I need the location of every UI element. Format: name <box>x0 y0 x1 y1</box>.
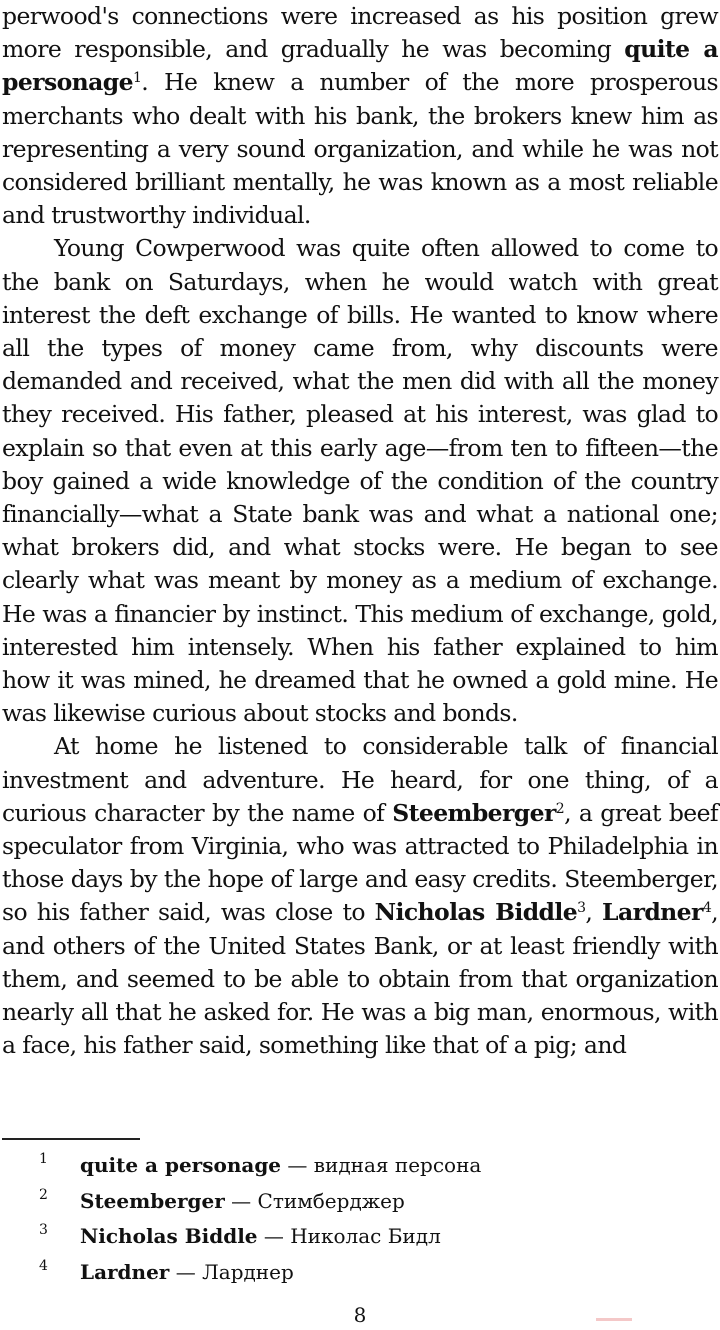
footnote-ref: 1 <box>132 70 142 87</box>
footnote <box>0 1255 720 1291</box>
footnote-translation: видная персона <box>313 1153 482 1177</box>
footnote-ref: 3 <box>577 900 586 917</box>
footnote <box>0 1184 720 1220</box>
footnote-dash: — <box>263 1224 284 1248</box>
footnote-dash: — <box>287 1153 308 1177</box>
text-run: At home he listened to considerable talk of financial investment and adventure. He heard, for one thing, of a curious character by the name of <box>2 732 718 827</box>
footnote-term: Lardner <box>80 1259 170 1284</box>
glossed-term: Lardner <box>602 898 703 927</box>
footnote-term: quite a personage <box>80 1153 282 1177</box>
footnote-translation: Стимберджер <box>257 1188 405 1213</box>
text-run: , a great beef speculator from Virginia, who was attracted to Philadelphia in those days by the hope of large and easy credits. Steemberger, so his father said, was close to <box>2 798 719 927</box>
footnote-ref: 2 <box>555 800 565 817</box>
text-run: perwood's connections were increased as his position grew more responsible, and gradually he was becoming <box>2 2 718 64</box>
scan-mark <box>596 1318 632 1321</box>
footnote-ref: 4 <box>702 900 712 917</box>
footnote-text <box>80 1219 441 1255</box>
paragraph <box>2 0 718 232</box>
footnote-number: 1 <box>39 1151 48 1167</box>
paragraph <box>2 730 718 1062</box>
footnote-number: 3 <box>39 1222 48 1238</box>
main-text <box>2 0 718 1063</box>
glossed-term: Nicholas Biddle <box>374 898 578 927</box>
footnote-term: Nicholas Biddle <box>80 1224 258 1248</box>
text-run: , <box>585 898 603 927</box>
footnote <box>0 1219 720 1255</box>
footnote-number: 4 <box>39 1257 48 1274</box>
glossed-term: Steemberger <box>392 798 556 827</box>
paragraph <box>2 232 718 730</box>
footnote-divider <box>2 1138 140 1140</box>
footnote-dash: — <box>231 1188 252 1213</box>
footnotes <box>0 1148 720 1290</box>
footnote-translation: Ларднер <box>202 1259 294 1284</box>
text-run: . He knew a number of the more prosperous merchants who dealt with his bank, the brokers knew him as representing a very sound organization, and while he was not considered brilliant mentally, he was known as a most reliable and trustworthy individual. <box>2 68 718 230</box>
footnote-term: Steemberger <box>80 1188 225 1213</box>
page-number: 8 <box>353 1303 367 1327</box>
text-run: Young Cowperwood was quite often allowed to come to the bank on Saturdays, when he would watch with great interest the deft exchange of bills. He wanted to know where all the types of money came from, why discounts were demanded and received, what the men did with all the money they received. His father, pleased at his interest, was glad to explain so that even at this early age—from ten to fifteen—the boy gained a wide knowledge of the condition of the country financially—what a State bank was and what a national one; what brokers did, and what stocks were. He began to see clearly what was meant by money as a medium of exchange. He was a financier by instinct. This medium of exchange, gold, interested him intensely. When his father explained to him how it was mined, he dreamed that he owned a gold mine. He was likewise curious about stocks and bonds. <box>2 234 718 728</box>
footnote-text <box>80 1184 405 1220</box>
text-run: , and others of the United States Bank, or at least friendly with them, and seemed to be able to obtain from that organization nearly all that he asked for. He was a big man, enormous, with a face, his father said, something like that of a pig; and <box>2 898 718 1060</box>
footnote-dash: — <box>175 1259 196 1284</box>
footnote-number: 2 <box>39 1186 48 1203</box>
footnote-translation: Николас Бидл <box>290 1224 441 1248</box>
footnote-text <box>80 1148 481 1184</box>
footnote-text <box>80 1255 294 1291</box>
glossed-term: quite a personage <box>2 35 718 97</box>
footnote <box>0 1148 720 1184</box>
